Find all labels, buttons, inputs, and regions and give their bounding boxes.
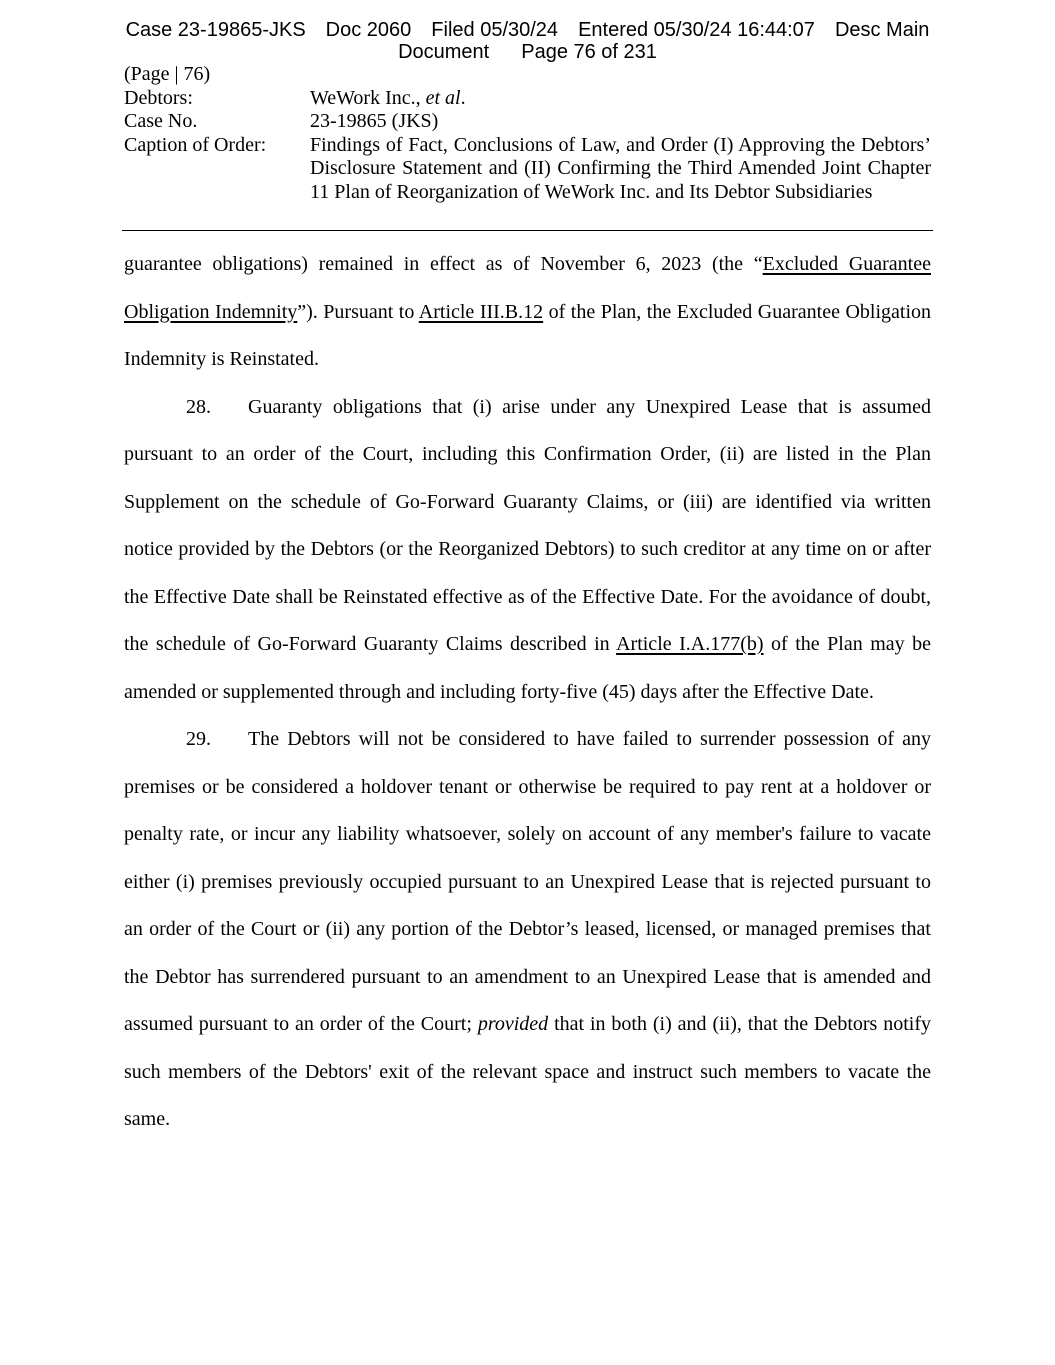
stamp-desc: Desc Main	[834, 19, 930, 41]
p0-text-c: of the Plan, the Excluded Guarantee Obligation Indemnity is Reinstated.	[124, 300, 931, 370]
court-filing-stamp	[0, 19, 1055, 63]
paragraph-number-29: 29.	[186, 728, 211, 750]
p0-text-a: guarantee obligations) remained in effect as of November 6, 2023 (the “	[124, 253, 763, 275]
article-ref-iii-b-12: Article III.B.12	[418, 300, 544, 323]
p28-text-b: of the Plan may be amended or supplemented through and including forty-five (45) days after the Effective Date.	[124, 633, 931, 703]
caption-debtors-etal: et al	[425, 86, 461, 109]
stamp-document: Document	[398, 41, 490, 63]
caption-page-ref: (Page | 76)	[124, 63, 211, 85]
caption-debtors-row	[124, 87, 931, 111]
caption-order-label: Caption of Order:	[124, 133, 267, 156]
p0-text-b: ”). Pursuant to	[297, 300, 419, 323]
caption-case-value: 23-19865 (JKS)	[310, 110, 439, 133]
stamp-doc-number: Doc 2060	[325, 19, 412, 41]
caption-case-label: Case No.	[124, 110, 198, 133]
caption-debtors-name: WeWork Inc.,	[310, 86, 421, 109]
paragraph-29	[124, 716, 931, 1144]
p29-text-a: The Debtors will not be considered to have failed to surrender possession of any premises or be considered a holdover tenant or otherwise be required to pay rent at a holdover or penalty rate, or incur any liability whatsoever, solely on account of any member's failure to vacate either (i) premises previously occupied pursuant to an Unexpired Lease that is rejected pursuant to an order of the Court or (ii) any portion of the Debtor’s leased, licensed, or managed premises that the Debtor has surrendered pursuant to an amendment to an Unexpired Lease that is amended and assumed pursuant to an order of the Court;	[124, 728, 931, 1035]
stamp-entered-date: Entered 05/30/24 16:44:07	[578, 19, 815, 41]
caption-order-row	[124, 134, 931, 205]
paragraph-number-28: 28.	[186, 395, 211, 418]
order-caption	[124, 63, 931, 205]
caption-debtors-label: Debtors:	[124, 86, 193, 109]
stamp-filed-date: Filed 05/30/24	[431, 19, 559, 41]
caption-debtors-value: WeWork Inc., et al.	[310, 86, 466, 109]
caption-case-row	[124, 110, 931, 134]
paragraph-continuation	[124, 241, 931, 384]
stamp-page-count: Page 76 of 231	[521, 41, 657, 63]
paragraph-28	[124, 384, 931, 717]
p29-text-b: that in both (i) and (ii), that the Debtors notify such members of the Debtors' exit of the relevant space and instruct such members to vacate the same.	[124, 1013, 931, 1130]
caption-order-value: Findings of Fact, Conclusions of Law, and Order (I) Approving the Debtors’ Disclosure Statement and (II) Confirming the Third Amended Joint Chapter 11 Plan of Reorganization of WeWork Inc. and Its Debtor Subsidiaries	[310, 133, 931, 203]
caption-divider	[122, 230, 933, 231]
p29-provided: provided	[477, 1013, 549, 1035]
document-body	[124, 241, 931, 1144]
stamp-case-number: Case 23-19865-JKS	[125, 19, 306, 41]
article-ref-i-a-177b: Article I.A.177(b)	[616, 633, 764, 655]
p28-text-a: Guaranty obligations that (i) arise under any Unexpired Lease that is assumed pursuant to an order of the Court, including this Confirmation Order, (ii) are listed in the Plan Supplement on the schedule of Go-Forward Guaranty Claims, or (iii) are identified via written notice provided by the Debtors (or the Reorganized Debtors) to such creditor at any time on or after the Effective Date shall be Reinstated effective as of the Effective Date. For the avoidance of doubt, the schedule of Go-Forward Guaranty Claims described in	[124, 395, 931, 655]
defined-term-excluded-guarantee: Excluded Guarantee Obligation Indemnity	[124, 253, 931, 323]
